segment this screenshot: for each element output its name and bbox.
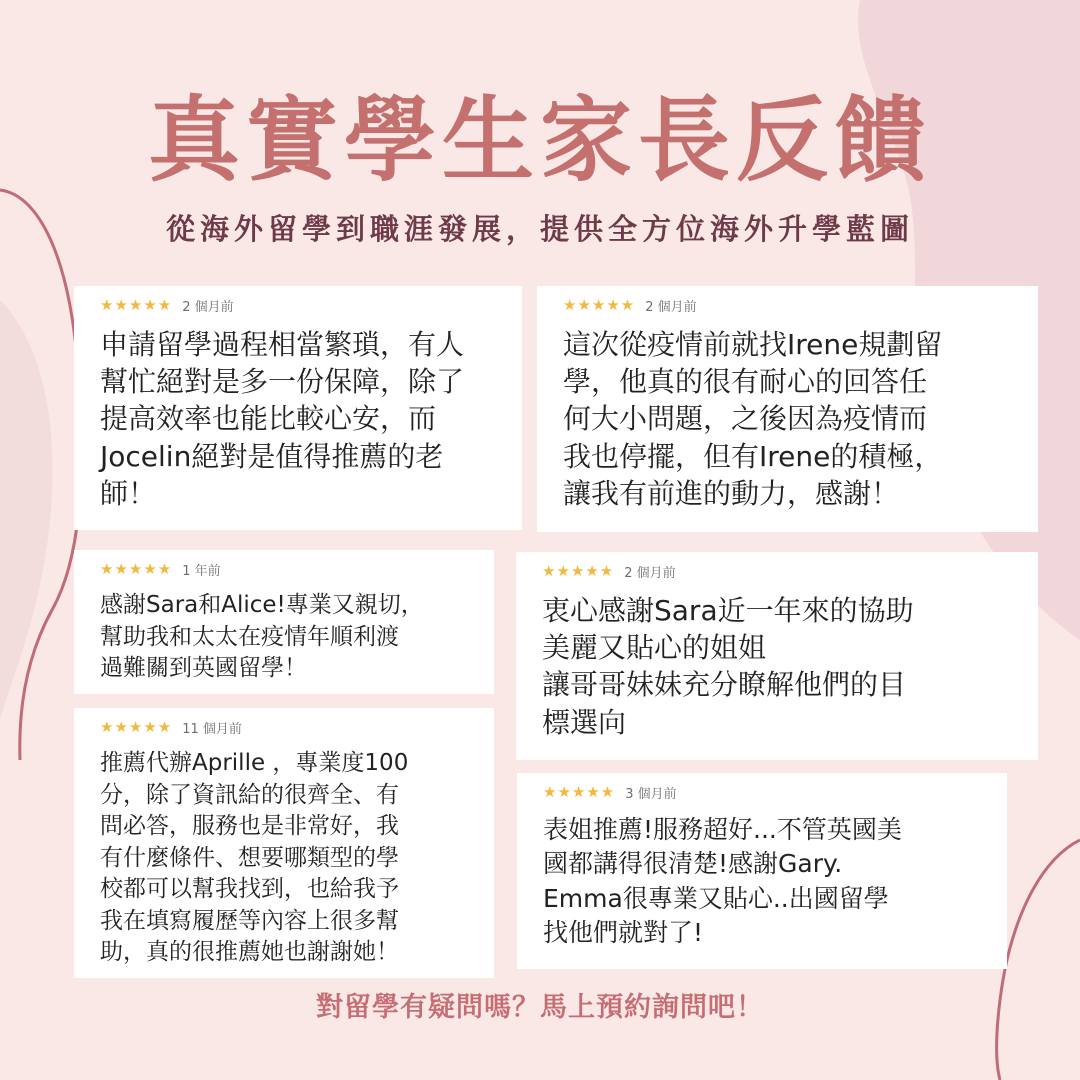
review-meta [563,294,1024,316]
star-rating: ★★★★★ [543,783,616,801]
review-card-4 [516,552,1038,760]
review-time: 2 個月前 [182,299,234,315]
review-card-3 [74,550,494,694]
review-text: 申請留學過程相當繁瑣，有人 幫忙絕對是多一份保障，除了 提高效率也能比較心安，而 Jocelin絕對是值得推薦的老 師！ [100,328,465,510]
review-meta [543,781,993,803]
review-card-1 [74,286,522,530]
review-time: 11 個月前 [182,721,242,737]
review-card-2 [537,286,1038,532]
review-meta [542,560,1024,582]
review-card-5 [74,708,494,978]
review-text: 推薦代辦Aprille ，專業度100 分，除了資訊給的很齊全、有 問必答，服務也是非常好，我 有什麼條件、想要哪類型的學 校都可以幫我找到，也給我予 我在填寫履歷等內容上很多幫 助，真的很推薦她也謝謝她！ [100,750,409,965]
review-time: 3 個月前 [625,786,677,802]
review-meta [100,294,508,316]
review-text: 這次從疫情前就找Irene規劃留 學，他真的很有耐心的回答任 何大小問題，之後因為疫情而 我也停擺，但有Irene的積極， 讓我有前進的動力，感謝！ [563,328,943,510]
star-rating: ★★★★★ [100,296,173,314]
star-rating: ★★★★★ [100,718,173,736]
review-text: 感謝Sara和Alice!專業又親切， 幫助我和太太在疫情年順利渡 過難關到英國留學！ [100,592,424,681]
review-text: 表姐推薦!服務超好...不管英國美 國都講得很清楚!感謝Gary. Emma很專業又貼心..出國留學 找他們就對了! [543,815,902,947]
page-subtitle: 從海外留學到職涯發展，提供全方位海外升學藍圖 [165,212,914,246]
call-to-action: 對留學有疑問嗎？馬上預約詢問吧！ [316,992,764,1023]
star-rating: ★★★★★ [563,296,636,314]
review-text: 衷心感謝Sara近一年來的協助 美麗又貼心的姐姐 讓哥哥妹妹充分瞭解他們的目 標選向 [542,594,914,739]
page-title: 真實學生家長反饋 [147,86,932,194]
watercolor-blob-left [0,300,53,720]
review-time: 2 個月前 [645,299,697,315]
review-card-6 [517,773,1007,969]
review-time: 2 個月前 [624,565,676,581]
review-meta [100,558,480,580]
star-rating: ★★★★★ [100,560,173,578]
review-time: 1 年前 [182,563,221,579]
star-rating: ★★★★★ [542,562,615,580]
review-meta [100,716,480,738]
decorative-curve-bottom-right [997,840,1080,1080]
